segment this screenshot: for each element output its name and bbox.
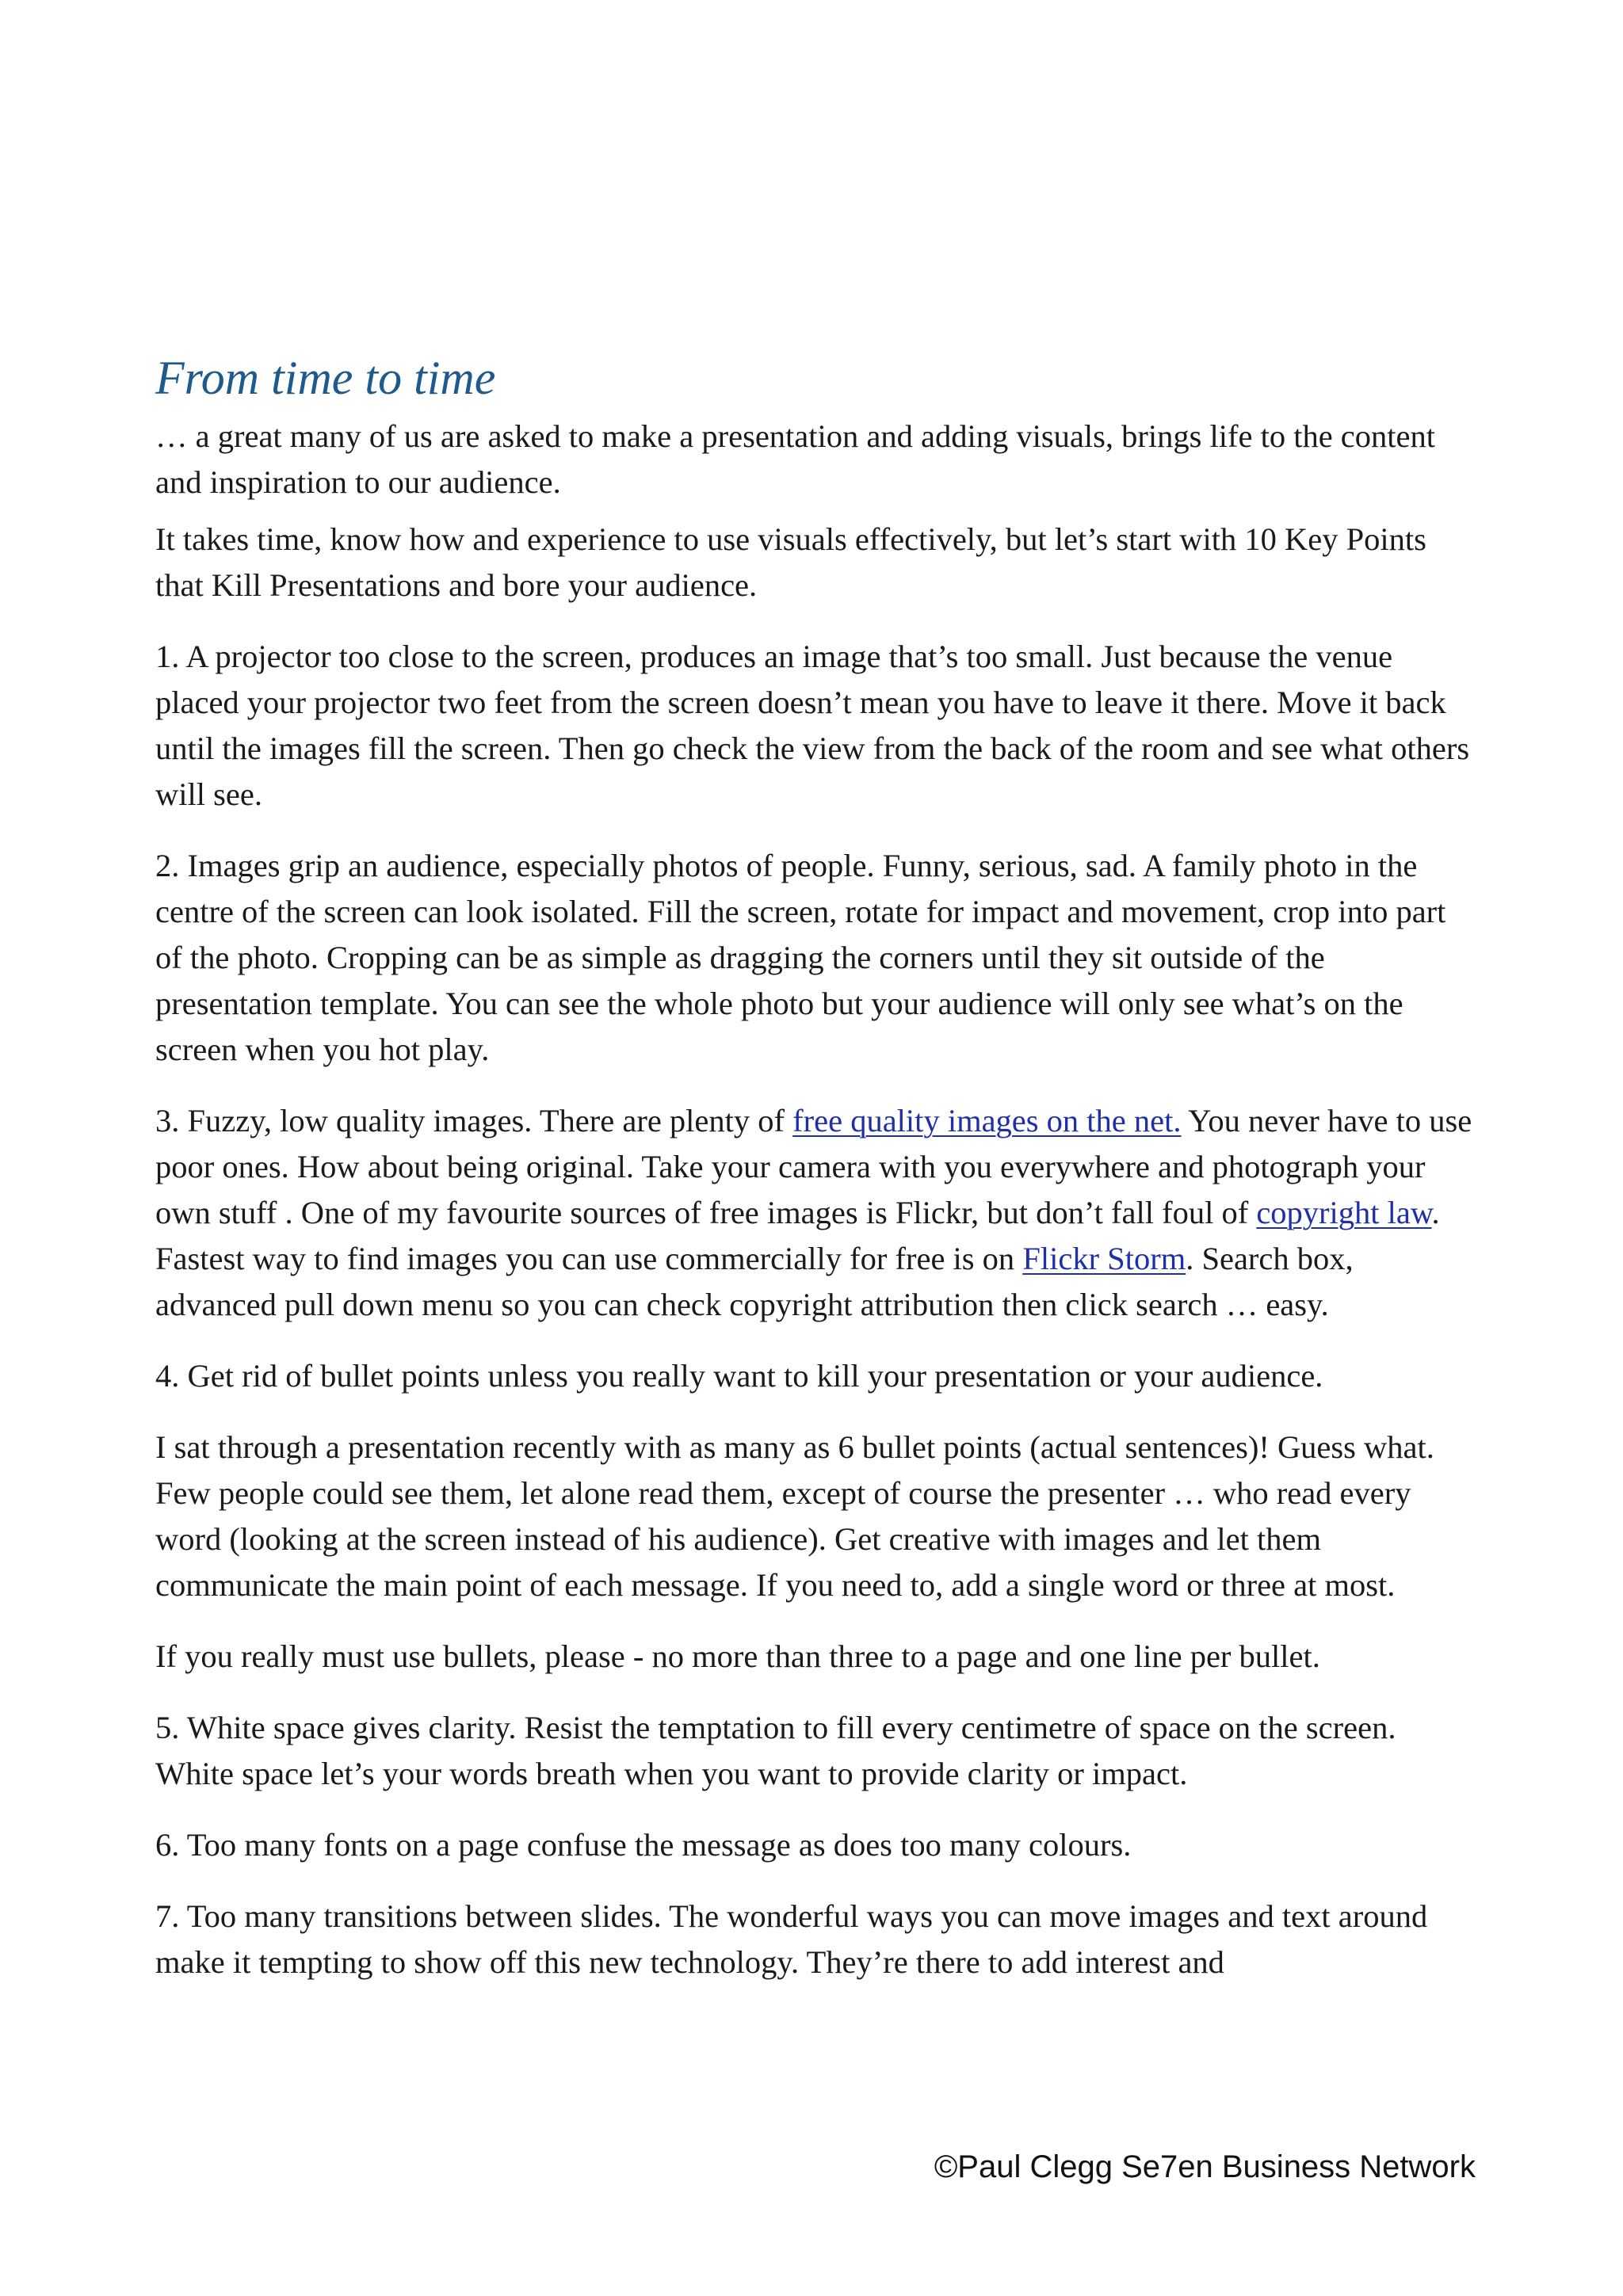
point-3-text-1: 3. Fuzzy, low quality images. There are plenty of: [155, 1103, 793, 1138]
intro-paragraph-2: It takes time, know how and experience to use visuals effectively, but let’s start with 10 Key Points that Kill Presentations and bore your audience.: [155, 521, 1426, 603]
point-3-text-2: You never have to use poor ones. How about being original. Take your camera with you everywhere and photograph your own stuff . One of my favourite sources of free images is Flickr, but don’t fall foul of: [155, 1103, 1472, 1230]
point-4-bullets-paragraph: If you really must use bullets, please - no more than three to a page and one line per bullet.: [155, 1638, 1320, 1674]
copyright-law-link[interactable]: copyright law: [1256, 1195, 1432, 1230]
point-4-detail-paragraph: I sat through a presentation recently with as many as 6 bullet points (actual sentences)! Guess what. Few people could see them, let alone read them, except of course the presenter … who read every word (looking at the screen instead of his audience). Get creative with images and let them communicate the main point of each message. If you need to, add a single word or three at most.: [155, 1429, 1434, 1603]
intro-paragraph-1: … a great many of us are asked to make a presentation and adding visuals, brings life to the content and inspiration to our audience.: [155, 418, 1436, 500]
page-heading: From time to time: [155, 352, 496, 404]
point-2-paragraph: 2. Images grip an audience, especially photos of people. Funny, serious, sad. A family photo in the centre of the screen can look isolated. Fill the screen, rotate for impact and movement, crop into part of the photo. Cropping can be as simple as dragging the corners until they sit outside of the presentation template. You can see the whole photo but your audience will only see what’s on the screen when you hot play.: [155, 848, 1446, 1067]
point-4-paragraph: 4. Get rid of bullet points unless you really want to kill your presentation or your audience.: [155, 1358, 1323, 1394]
document-body: [155, 347, 1479, 1997]
point-7-paragraph: 7. Too many transitions between slides. The wonderful ways you can move images and text around make it tempting to show off this new technology. They’re there to add interest and: [155, 1898, 1428, 1980]
copyright-footer: ©Paul Clegg Se7en Business Network: [934, 2149, 1476, 2184]
point-5-paragraph: 5. White space gives clarity. Resist the temptation to fill every centimetre of space on the screen. White space let’s your words breath when you want to provide clarity or impact.: [155, 1710, 1396, 1791]
point-3-paragraph: [155, 1098, 1479, 1328]
point-1-paragraph: 1. A projector too close to the screen, produces an image that’s too small. Just because the venue placed your projector two feet from the screen doesn’t mean you have to leave it there. Move it back until the images fill the screen. Then go check the view from the back of the room and see what others will see.: [155, 639, 1470, 812]
flickr-storm-link[interactable]: Flickr Storm: [1022, 1241, 1186, 1276]
point-6-paragraph: 6. Too many fonts on a page confuse the message as does too many colours.: [155, 1827, 1132, 1863]
free-images-link[interactable]: free quality images on the net.: [792, 1103, 1182, 1138]
point-3-text-4: . Search box, advanced pull down menu so you can check copyright attribution then click search … easy.: [155, 1241, 1354, 1322]
point-3-text-3: . Fastest way to find images you can use commercially for free is on: [155, 1195, 1440, 1276]
